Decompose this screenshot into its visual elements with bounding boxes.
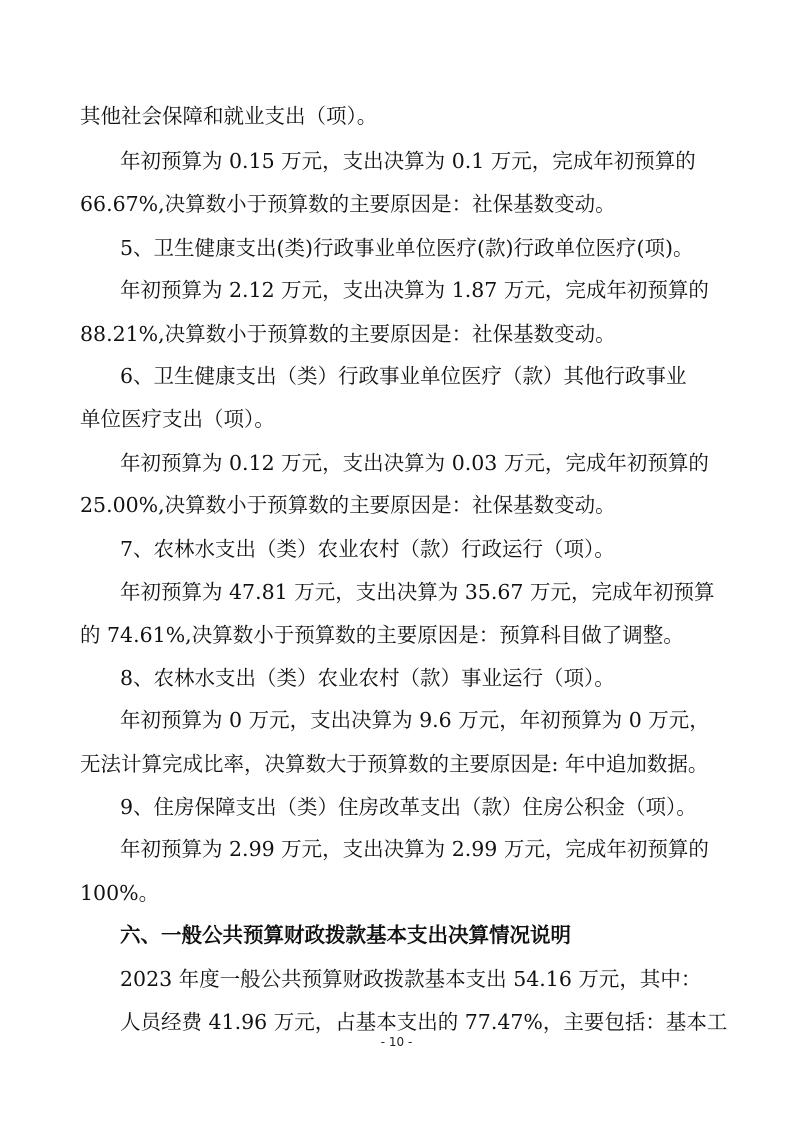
section-heading: 5、卫生健康支出(类)行政事业单位医疗(款)行政单位医疗(项)。 [120,236,694,260]
text-line: 年初预算为 2.12 万元，支出决算为 1.87 万元，完成年初预算的 [120,278,709,302]
text-line: 年初预算为 0.12 万元，支出决算为 0.03 万元，完成年初预算的 [120,451,709,475]
text-line: 年初预算为 0.15 万元，支出决算为 0.1 万元，完成年初预算的 [120,149,696,173]
text-line: 年初预算为 47.81 万元，支出决算为 35.67 万元，完成年初预算 [120,580,715,604]
text-line: 年初预算为 0 万元，支出决算为 9.6 万元，年初预算为 0 万元， [120,708,710,732]
section-heading: 6、卫生健康支出（类）行政事业单位医疗（款）其他行政事业 [120,364,687,388]
text-line: 100%。 [80,881,160,905]
page-number: - 10 - [380,1035,413,1049]
text-line: 25.00%,决算数小于预算数的主要原因是：社保基数变动。 [80,493,616,517]
text-line: 的 74.61%,决算数小于预算数的主要原因是：预算科目做了调整。 [80,623,684,647]
text-line: 人员经费 41.96 万元，占基本支出的 77.47%，主要包括：基本工 [120,1010,728,1034]
text-line: 无法计算完成比率，决算数大于预算数的主要原因是: 年中追加数据。 [80,752,709,776]
chapter-heading: 六、一般公共预算财政拨款基本支出决算情况说明 [120,923,571,947]
text-line: 66.67%,决算数小于预算数的主要原因是：社保基数变动。 [80,192,616,216]
section-heading: 8、农林水支出（类）农业农村（款）事业运行（项）。 [120,666,615,690]
text-line: 2023 年度一般公共预算财政拨款基本支出 54.16 万元，其中： [120,967,702,991]
text-line: 其他社会保障和就业支出（项）。 [80,104,378,128]
text-line: 单位医疗支出（项）。 [80,407,275,431]
text-line: 88.21%,决算数小于预算数的主要原因是：社保基数变动。 [80,322,616,346]
section-heading: 9、住房保障支出（类）住房改革支出（款）住房公积金（项）。 [120,795,697,819]
section-heading: 7、农林水支出（类）农业农村（款）行政运行（项）。 [120,537,615,561]
text-line: 年初预算为 2.99 万元，支出决算为 2.99 万元，完成年初预算的 [120,837,709,861]
